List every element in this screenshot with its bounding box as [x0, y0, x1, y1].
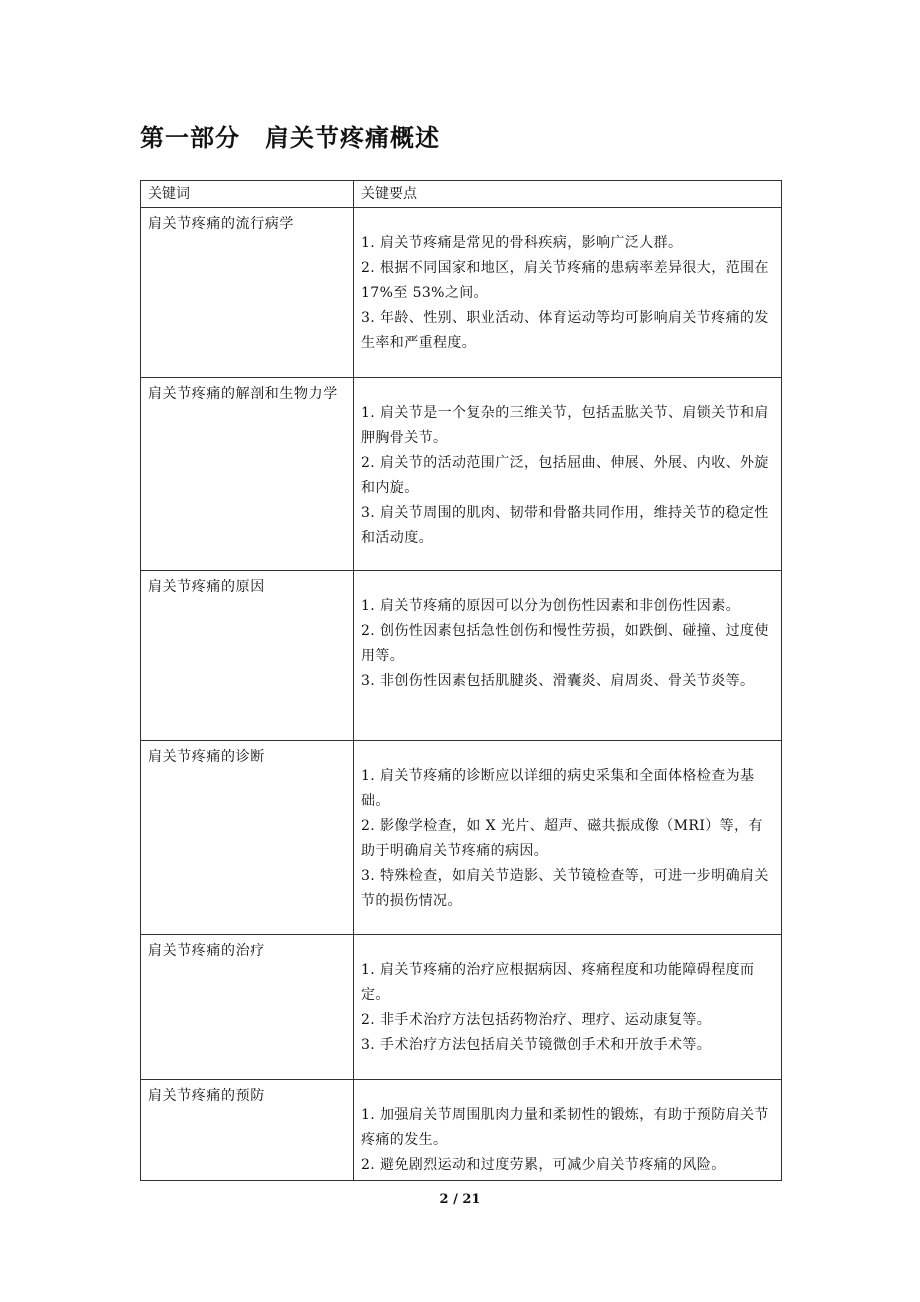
keyword-cell: 肩关节疼痛的解剖和生物力学 — [141, 378, 354, 571]
key-point: 3. 特殊检查，如肩关节造影、关节镜检查等，可进一步明确肩关节的损伤情况。 — [361, 868, 769, 909]
key-point: 1. 肩关节是一个复杂的三维关节，包括盂肱关节、肩锁关节和肩胛胸骨关节。 — [361, 405, 769, 446]
key-point: 1. 肩关节疼痛是常见的骨科疾病，影响广泛人群。 — [361, 235, 683, 251]
keyword-cell: 肩关节疼痛的治疗 — [141, 935, 354, 1080]
page-number: 2 / 21 — [439, 1192, 481, 1207]
table-row — [141, 1080, 782, 1181]
key-point: 2. 肩关节的活动范围广泛，包括屈曲、伸展、外展、内收、外旋和内旋。 — [361, 455, 769, 496]
header-keyword: 关键词 — [141, 181, 354, 208]
key-point: 1. 肩关节疼痛的治疗应根据病因、疼痛程度和功能障碍程度而定。 — [361, 962, 755, 1003]
points-cell — [354, 741, 782, 935]
header-key-points: 关键要点 — [354, 181, 782, 208]
table-row — [141, 741, 782, 935]
key-point: 2. 避免剧烈运动和过度劳累，可减少肩关节疼痛的风险。 — [361, 1157, 726, 1173]
table-row — [141, 935, 782, 1080]
section-title: 第一部分 肩关节疼痛概述 — [140, 124, 440, 152]
points-cell — [354, 1080, 782, 1181]
key-point: 2. 创伤性因素包括急性创伤和慢性劳损，如跌倒、碰撞、过度使用等。 — [361, 623, 769, 664]
keyword-cell: 肩关节疼痛的原因 — [141, 571, 354, 741]
key-point: 3. 肩关节周围的肌肉、韧带和骨骼共同作用，维持关节的稳定性和活动度。 — [361, 505, 769, 546]
table-row — [141, 378, 782, 571]
key-point: 1. 肩关节疼痛的原因可以分为创伤性因素和非创伤性因素。 — [361, 598, 741, 614]
keyword-cell: 肩关节疼痛的诊断 — [141, 741, 354, 935]
points-cell — [354, 935, 782, 1080]
table-header-row — [141, 181, 782, 208]
keyword-cell: 肩关节疼痛的流行病学 — [141, 208, 354, 378]
table-row — [141, 571, 782, 741]
key-point: 1. 肩关节疼痛的诊断应以详细的病史采集和全面体格检查为基础。 — [361, 768, 755, 809]
points-cell — [354, 378, 782, 571]
key-point: 3. 非创伤性因素包括肌腱炎、滑囊炎、肩周炎、骨关节炎等。 — [361, 673, 755, 689]
points-cell — [354, 571, 782, 741]
key-point: 2. 根据不同国家和地区，肩关节疼痛的患病率差异很大，范围在 17%至 53%之间。 — [361, 260, 769, 301]
keyword-cell: 肩关节疼痛的预防 — [141, 1080, 354, 1181]
table-row — [141, 208, 782, 378]
points-cell — [354, 208, 782, 378]
key-point: 2. 影像学检查，如 X 光片、超声、磁共振成像（MRI）等，有助于明确肩关节疼痛的病因。 — [361, 818, 763, 859]
key-point: 1. 加强肩关节周围肌肉力量和柔韧性的锻炼，有助于预防肩关节疼痛的发生。 — [361, 1107, 769, 1148]
key-point: 3. 手术治疗方法包括肩关节镜微创手术和开放手术等。 — [361, 1037, 712, 1053]
key-point: 3. 年龄、性别、职业活动、体育运动等均可影响肩关节疼痛的发生率和严重程度。 — [361, 310, 769, 351]
key-points-table — [140, 180, 782, 1181]
key-point: 2. 非手术治疗方法包括药物治疗、理疗、运动康复等。 — [361, 1012, 712, 1028]
